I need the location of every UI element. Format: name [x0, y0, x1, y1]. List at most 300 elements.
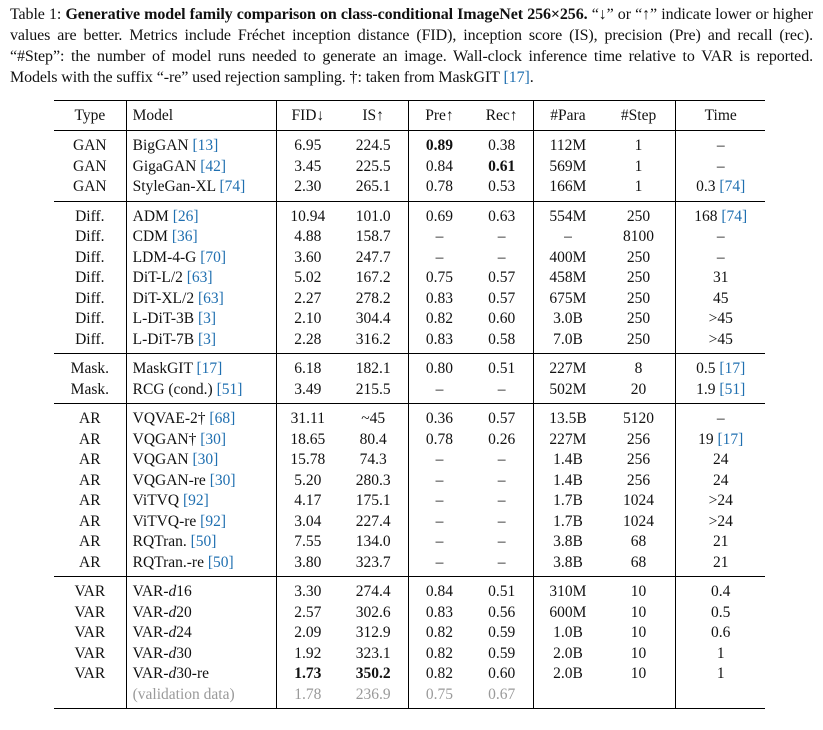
header-fid: FID↓ [277, 101, 339, 131]
cell-time [676, 289, 765, 310]
cell-rec: 0.60 [488, 310, 516, 327]
cell-time [676, 664, 765, 685]
time-value: 31 [712, 269, 729, 286]
cell-type: VAR [74, 583, 106, 600]
model-name: RQTran. [132, 533, 187, 550]
model-citation-link[interactable]: [26] [168, 207, 199, 225]
cell-rec: 0.51 [488, 583, 516, 600]
table-row [54, 430, 765, 451]
cell-is: ~45 [361, 410, 386, 427]
model-name: StyleGan-XL [132, 178, 216, 195]
cell-rec: – [497, 380, 506, 398]
model-name: RCG (cond.) [132, 380, 213, 398]
cell-pre: – [408, 450, 470, 471]
cell-pre: 0.82 [408, 664, 470, 685]
table-row [54, 491, 765, 512]
cell-pre: – [408, 471, 470, 492]
cell-pre: 0.36 [408, 404, 470, 430]
cell-para: 166M [534, 177, 602, 201]
table-row [54, 471, 765, 492]
cell-fid: 2.28 [277, 330, 339, 354]
time-value: 0.5 [696, 360, 716, 377]
model-depth-symbol: d [168, 644, 177, 662]
cell-pre: 0.82 [408, 309, 470, 330]
cell-rec: – [497, 492, 506, 509]
cell-rec: 0.59 [488, 624, 516, 641]
cell-time [676, 248, 765, 269]
cell-model [126, 289, 277, 310]
model-name: LDM-4-G [132, 248, 197, 266]
model-citation-link[interactable]: [30] [205, 471, 236, 489]
model-citation-link[interactable]: [30] [188, 451, 219, 468]
cell-pre: – [408, 227, 470, 248]
cell-is: 158.7 [355, 228, 391, 245]
cell-time [676, 532, 765, 553]
model-citation-link[interactable]: [63] [182, 269, 213, 286]
cell-time [676, 330, 765, 354]
cell-para: 569M [534, 157, 602, 178]
model-name: L-DiT-3B [132, 310, 195, 327]
table-row [54, 177, 765, 201]
cell-time [676, 309, 765, 330]
cell-is: 227.4 [355, 512, 391, 530]
cell-rec: – [497, 471, 506, 489]
cell-is: 236.9 [355, 685, 391, 703]
cell-rec: 0.61 [488, 157, 516, 175]
model-citation-link[interactable]: [3] [194, 330, 217, 348]
cell-step: 250 [626, 310, 651, 327]
cell-step: 1 [634, 178, 643, 195]
cell-is: 350.2 [355, 665, 391, 682]
cell-is: 167.2 [355, 269, 391, 286]
table-header [54, 101, 765, 131]
table-row [54, 131, 765, 157]
cell-rec: 0.63 [488, 207, 516, 225]
time-value: >45 [708, 310, 733, 327]
cell-model [126, 577, 277, 603]
cell-type: AR [79, 451, 101, 468]
cell-type: GAN [73, 178, 107, 195]
cell-rec: 0.56 [488, 603, 516, 621]
cell-para: 2.0B [534, 644, 602, 665]
caption-end: . [529, 69, 534, 86]
time-value: 24 [712, 451, 729, 468]
cell-is: 215.5 [355, 380, 391, 398]
model-depth-symbol: d [168, 665, 177, 682]
cell-type: Diff. [75, 269, 105, 286]
cell-step: 10 [630, 644, 647, 662]
cell-model [126, 644, 277, 665]
cell-model [126, 603, 277, 624]
cell-type: Diff. [75, 330, 105, 348]
cell-type: AR [79, 492, 101, 509]
table-row [54, 685, 765, 709]
table-row [54, 157, 765, 178]
cell-fid: 2.57 [277, 603, 339, 624]
cell-model [126, 512, 277, 533]
cell-para: 1.7B [534, 512, 602, 533]
cell-type: Mask. [70, 360, 109, 377]
model-name: DiT-L/2 [132, 269, 183, 286]
model-citation-link[interactable]: [42] [196, 157, 227, 175]
cell-rec: 0.38 [488, 137, 516, 154]
caption-citation-link[interactable]: [17] [503, 69, 530, 86]
cell-fid: 3.60 [277, 248, 339, 269]
cell-fid: 2.10 [277, 309, 339, 330]
cell-time [676, 553, 765, 577]
cell-step: 10 [630, 624, 647, 641]
cell-pre: 0.82 [408, 623, 470, 644]
model-depth-value: 30 [176, 644, 192, 662]
cell-pre: – [408, 380, 470, 404]
cell-pre: 0.83 [408, 603, 470, 624]
cell-fid: 1.92 [277, 644, 339, 665]
cell-para: 13.5B [534, 404, 602, 430]
cell-pre: 0.69 [408, 201, 470, 227]
cell-model [126, 450, 277, 471]
model-depth-symbol: d [168, 583, 177, 600]
cell-para: 227M [534, 354, 602, 380]
cell-fid: 2.27 [277, 289, 339, 310]
time-value: >45 [708, 330, 733, 348]
model-depth-value: 20 [176, 603, 192, 621]
cell-step: 68 [630, 553, 647, 571]
table-row [54, 201, 765, 227]
time-value: 21 [712, 553, 729, 571]
cell-type: Diff. [75, 228, 105, 245]
model-citation-link[interactable]: [63] [194, 289, 224, 307]
model-name: VAR- [132, 624, 169, 641]
cell-para: 458M [534, 268, 602, 289]
time-citation-link[interactable]: [17] [713, 430, 744, 448]
header-is: IS↑ [362, 107, 384, 124]
cell-pre: 0.89 [408, 131, 470, 157]
model-depth-value: 16 [176, 583, 192, 600]
model-name: RQTran.-re [132, 553, 204, 571]
model-depth-value: 30-re [176, 665, 209, 682]
cell-fid: 7.55 [277, 532, 339, 553]
cell-time [676, 157, 765, 178]
cell-is: 304.4 [355, 310, 391, 327]
cell-pre: 0.80 [408, 354, 470, 380]
model-depth-value: 24 [176, 624, 192, 641]
cell-is: 316.2 [355, 330, 391, 348]
cell-step: 10 [630, 665, 647, 682]
time-value: >24 [708, 512, 733, 530]
cell-is: 265.1 [355, 178, 391, 195]
cell-type: Diff. [75, 310, 105, 327]
model-name: VQGAN† [132, 430, 197, 448]
caption-label: Table 1: [10, 6, 66, 23]
header-para: #Para [534, 101, 602, 131]
table-group [54, 404, 765, 577]
table-row [54, 248, 765, 269]
cell-is: 175.1 [355, 492, 391, 509]
cell-type: GAN [73, 137, 107, 154]
cell-para: 1.7B [534, 491, 602, 512]
cell-model [126, 330, 277, 354]
cell-para: 675M [534, 289, 602, 310]
model-depth-symbol: d [168, 603, 177, 621]
table-row [54, 354, 765, 380]
cell-is: 224.5 [355, 137, 391, 154]
time-citation-link[interactable]: [74] [715, 178, 746, 195]
table-row [54, 603, 765, 624]
cell-step: 256 [626, 430, 651, 448]
cell-para: 227M [534, 430, 602, 451]
cell-pre: – [408, 248, 470, 269]
cell-rec: – [497, 533, 506, 550]
cell-is: 134.0 [355, 533, 391, 550]
cell-rec: – [497, 451, 506, 468]
time-value: 1.9 [696, 380, 716, 398]
cell-model [126, 354, 277, 380]
cell-fid: 3.49 [277, 380, 339, 404]
cell-model [126, 380, 277, 404]
table-row [54, 450, 765, 471]
header-row [54, 101, 765, 131]
cell-fid: 3.45 [277, 157, 339, 178]
time-value: – [716, 228, 725, 245]
time-value: >24 [708, 492, 733, 509]
cell-time [676, 430, 765, 451]
cell-step: 250 [626, 289, 651, 307]
table-row [54, 644, 765, 665]
cell-rec: 0.57 [488, 269, 516, 286]
cell-para: 3.8B [534, 553, 602, 577]
cell-pre: 0.78 [408, 177, 470, 201]
time-value: 0.3 [696, 178, 716, 195]
table-row [54, 309, 765, 330]
cell-time [676, 177, 765, 201]
cell-rec: 0.53 [488, 178, 516, 195]
cell-para: 1.4B [534, 471, 602, 492]
model-name: VAR- [132, 644, 169, 662]
cell-fid: 3.80 [277, 553, 339, 577]
model-citation-link[interactable]: [50] [203, 553, 234, 571]
cell-model [126, 553, 277, 577]
cell-fid: 10.94 [277, 201, 339, 227]
model-name: MaskGIT [132, 360, 193, 377]
cell-para: 310M [534, 577, 602, 603]
cell-rec: 0.57 [488, 289, 516, 307]
time-value: 1 [716, 665, 725, 682]
cell-fid: 6.18 [277, 354, 339, 380]
model-citation-link[interactable]: [70] [196, 248, 227, 266]
table-row [54, 227, 765, 248]
cell-rec: 0.59 [488, 644, 516, 662]
cell-rec: – [497, 553, 506, 571]
cell-time [676, 380, 765, 404]
model-citation-link[interactable]: [3] [194, 310, 217, 327]
model-name: VQVAE-2† [132, 410, 206, 427]
model-citation-link[interactable]: [74] [215, 178, 246, 195]
cell-time [676, 404, 765, 430]
model-citation-link[interactable]: [17] [192, 360, 223, 377]
cell-para: 3.0B [534, 309, 602, 330]
cell-model [126, 532, 277, 553]
cell-time [676, 644, 765, 665]
table-row [54, 664, 765, 685]
header-pre: Pre↑ [408, 101, 470, 131]
cell-step: 1 [634, 137, 643, 154]
cell-time [676, 685, 765, 709]
model-name: VAR- [132, 665, 169, 682]
cell-step: 1024 [623, 512, 655, 530]
table-row [54, 512, 765, 533]
cell-fid: 3.30 [277, 577, 339, 603]
cell-fid: 5.20 [277, 471, 339, 492]
time-value: – [716, 157, 725, 175]
cell-type: Mask. [70, 380, 109, 398]
cell-type: AR [79, 512, 101, 530]
model-name: VQGAN-re [132, 471, 206, 489]
table-row [54, 577, 765, 603]
time-value: 24 [712, 471, 729, 489]
cell-model [126, 471, 277, 492]
time-citation-link[interactable]: [74] [717, 207, 748, 225]
cell-para: 2.0B [534, 664, 602, 685]
cell-is: 323.1 [355, 644, 391, 662]
cell-fid: 2.30 [277, 177, 339, 201]
model-citation-link[interactable]: [51] [212, 380, 243, 398]
model-name: DiT-XL/2 [132, 289, 195, 307]
table-row [54, 380, 765, 404]
cell-step: 256 [626, 451, 651, 468]
time-value: 21 [712, 533, 729, 550]
table-row [54, 623, 765, 644]
cell-type: AR [79, 553, 101, 571]
cell-para: 1.4B [534, 450, 602, 471]
cell-model [126, 157, 277, 178]
cell-rec: – [497, 228, 506, 245]
cell-fid: 15.78 [277, 450, 339, 471]
model-name: VAR- [132, 583, 169, 600]
model-citation-link[interactable]: [13] [188, 137, 219, 154]
cell-type: AR [79, 410, 101, 427]
cell-model [126, 430, 277, 451]
cell-model [126, 491, 277, 512]
cell-is: 312.9 [355, 624, 391, 641]
model-citation-link[interactable]: [30] [196, 430, 227, 448]
cell-step: 1 [634, 157, 643, 175]
cell-fid: 18.65 [277, 430, 339, 451]
model-citation-link[interactable]: [68] [205, 410, 236, 427]
time-citation-link[interactable]: [17] [715, 360, 746, 377]
cell-type: Diff. [75, 248, 105, 266]
cell-time [676, 491, 765, 512]
cell-time [676, 354, 765, 380]
table-group [54, 131, 765, 202]
cell-time [676, 450, 765, 471]
table-row [54, 268, 765, 289]
time-value: – [716, 248, 725, 266]
cell-is: 74.3 [359, 451, 387, 468]
cell-time [676, 603, 765, 624]
cell-fid: 31.11 [277, 404, 339, 430]
cell-para: 400M [534, 248, 602, 269]
cell-time [676, 268, 765, 289]
cell-para: 3.8B [534, 532, 602, 553]
cell-step: 250 [626, 330, 651, 348]
cell-model [126, 404, 277, 430]
time-value: 0.6 [711, 624, 731, 641]
model-name: VAR- [132, 603, 169, 621]
cell-type: AR [79, 533, 101, 550]
cell-fid: 5.02 [277, 268, 339, 289]
model-citation-link[interactable]: [50] [186, 533, 217, 550]
cell-para [534, 685, 602, 709]
cell-pre: – [408, 532, 470, 553]
cell-pre: 0.82 [408, 644, 470, 665]
time-value: 45 [712, 289, 729, 307]
cell-rec: 0.67 [488, 685, 516, 703]
cell-is: 225.5 [355, 157, 391, 175]
time-citation-link[interactable]: [51] [715, 380, 746, 398]
table-caption [10, 4, 813, 88]
model-name: VQGAN [132, 451, 189, 468]
cell-pre: – [408, 491, 470, 512]
cell-time [676, 227, 765, 248]
model-citation-link[interactable]: [36] [167, 228, 198, 245]
model-name: ADM [132, 207, 169, 225]
table-row [54, 330, 765, 354]
caption-bold-title: Generative model family comparison on class-conditional ImageNet 256×256. [65, 6, 588, 23]
cell-fid: 6.95 [277, 131, 339, 157]
time-value: 168 [694, 207, 718, 225]
cell-is: 182.1 [355, 360, 391, 377]
cell-model [126, 227, 277, 248]
time-value: – [716, 137, 725, 154]
cell-type: AR [79, 471, 101, 489]
cell-is: 278.2 [355, 289, 391, 307]
model-name: L-DiT-7B [132, 330, 195, 348]
cell-type: VAR [74, 665, 106, 682]
cell-type: VAR [74, 644, 106, 662]
cell-model [126, 268, 277, 289]
cell-rec: – [497, 512, 506, 530]
model-citation-link[interactable]: [92] [179, 492, 209, 509]
cell-time [676, 201, 765, 227]
cell-step: 68 [630, 533, 647, 550]
cell-pre: 0.83 [408, 289, 470, 310]
cell-model [126, 177, 277, 201]
cell-model [126, 623, 277, 644]
cell-pre: – [408, 512, 470, 533]
cell-model [126, 248, 277, 269]
cell-type: GAN [73, 157, 107, 175]
comparison-table [54, 100, 765, 709]
cell-step: 256 [626, 471, 651, 489]
table-row [54, 289, 765, 310]
cell-time [676, 577, 765, 603]
cell-type: VAR [74, 603, 106, 621]
cell-fid: 4.17 [277, 491, 339, 512]
cell-para: 1.0B [534, 623, 602, 644]
cell-model [126, 131, 277, 157]
cell-para: 502M [534, 380, 602, 404]
model-name: CDM [132, 228, 168, 245]
time-value: 0.4 [711, 583, 731, 600]
model-name: ViTVQ-re [132, 512, 197, 530]
cell-rec: – [497, 248, 506, 266]
cell-is: 274.4 [355, 583, 391, 600]
time-value: 19 [698, 430, 714, 448]
cell-pre: 0.83 [408, 330, 470, 354]
cell-step: 10 [630, 603, 647, 621]
model-citation-link[interactable]: [92] [196, 512, 226, 530]
cell-step: 250 [626, 248, 651, 266]
